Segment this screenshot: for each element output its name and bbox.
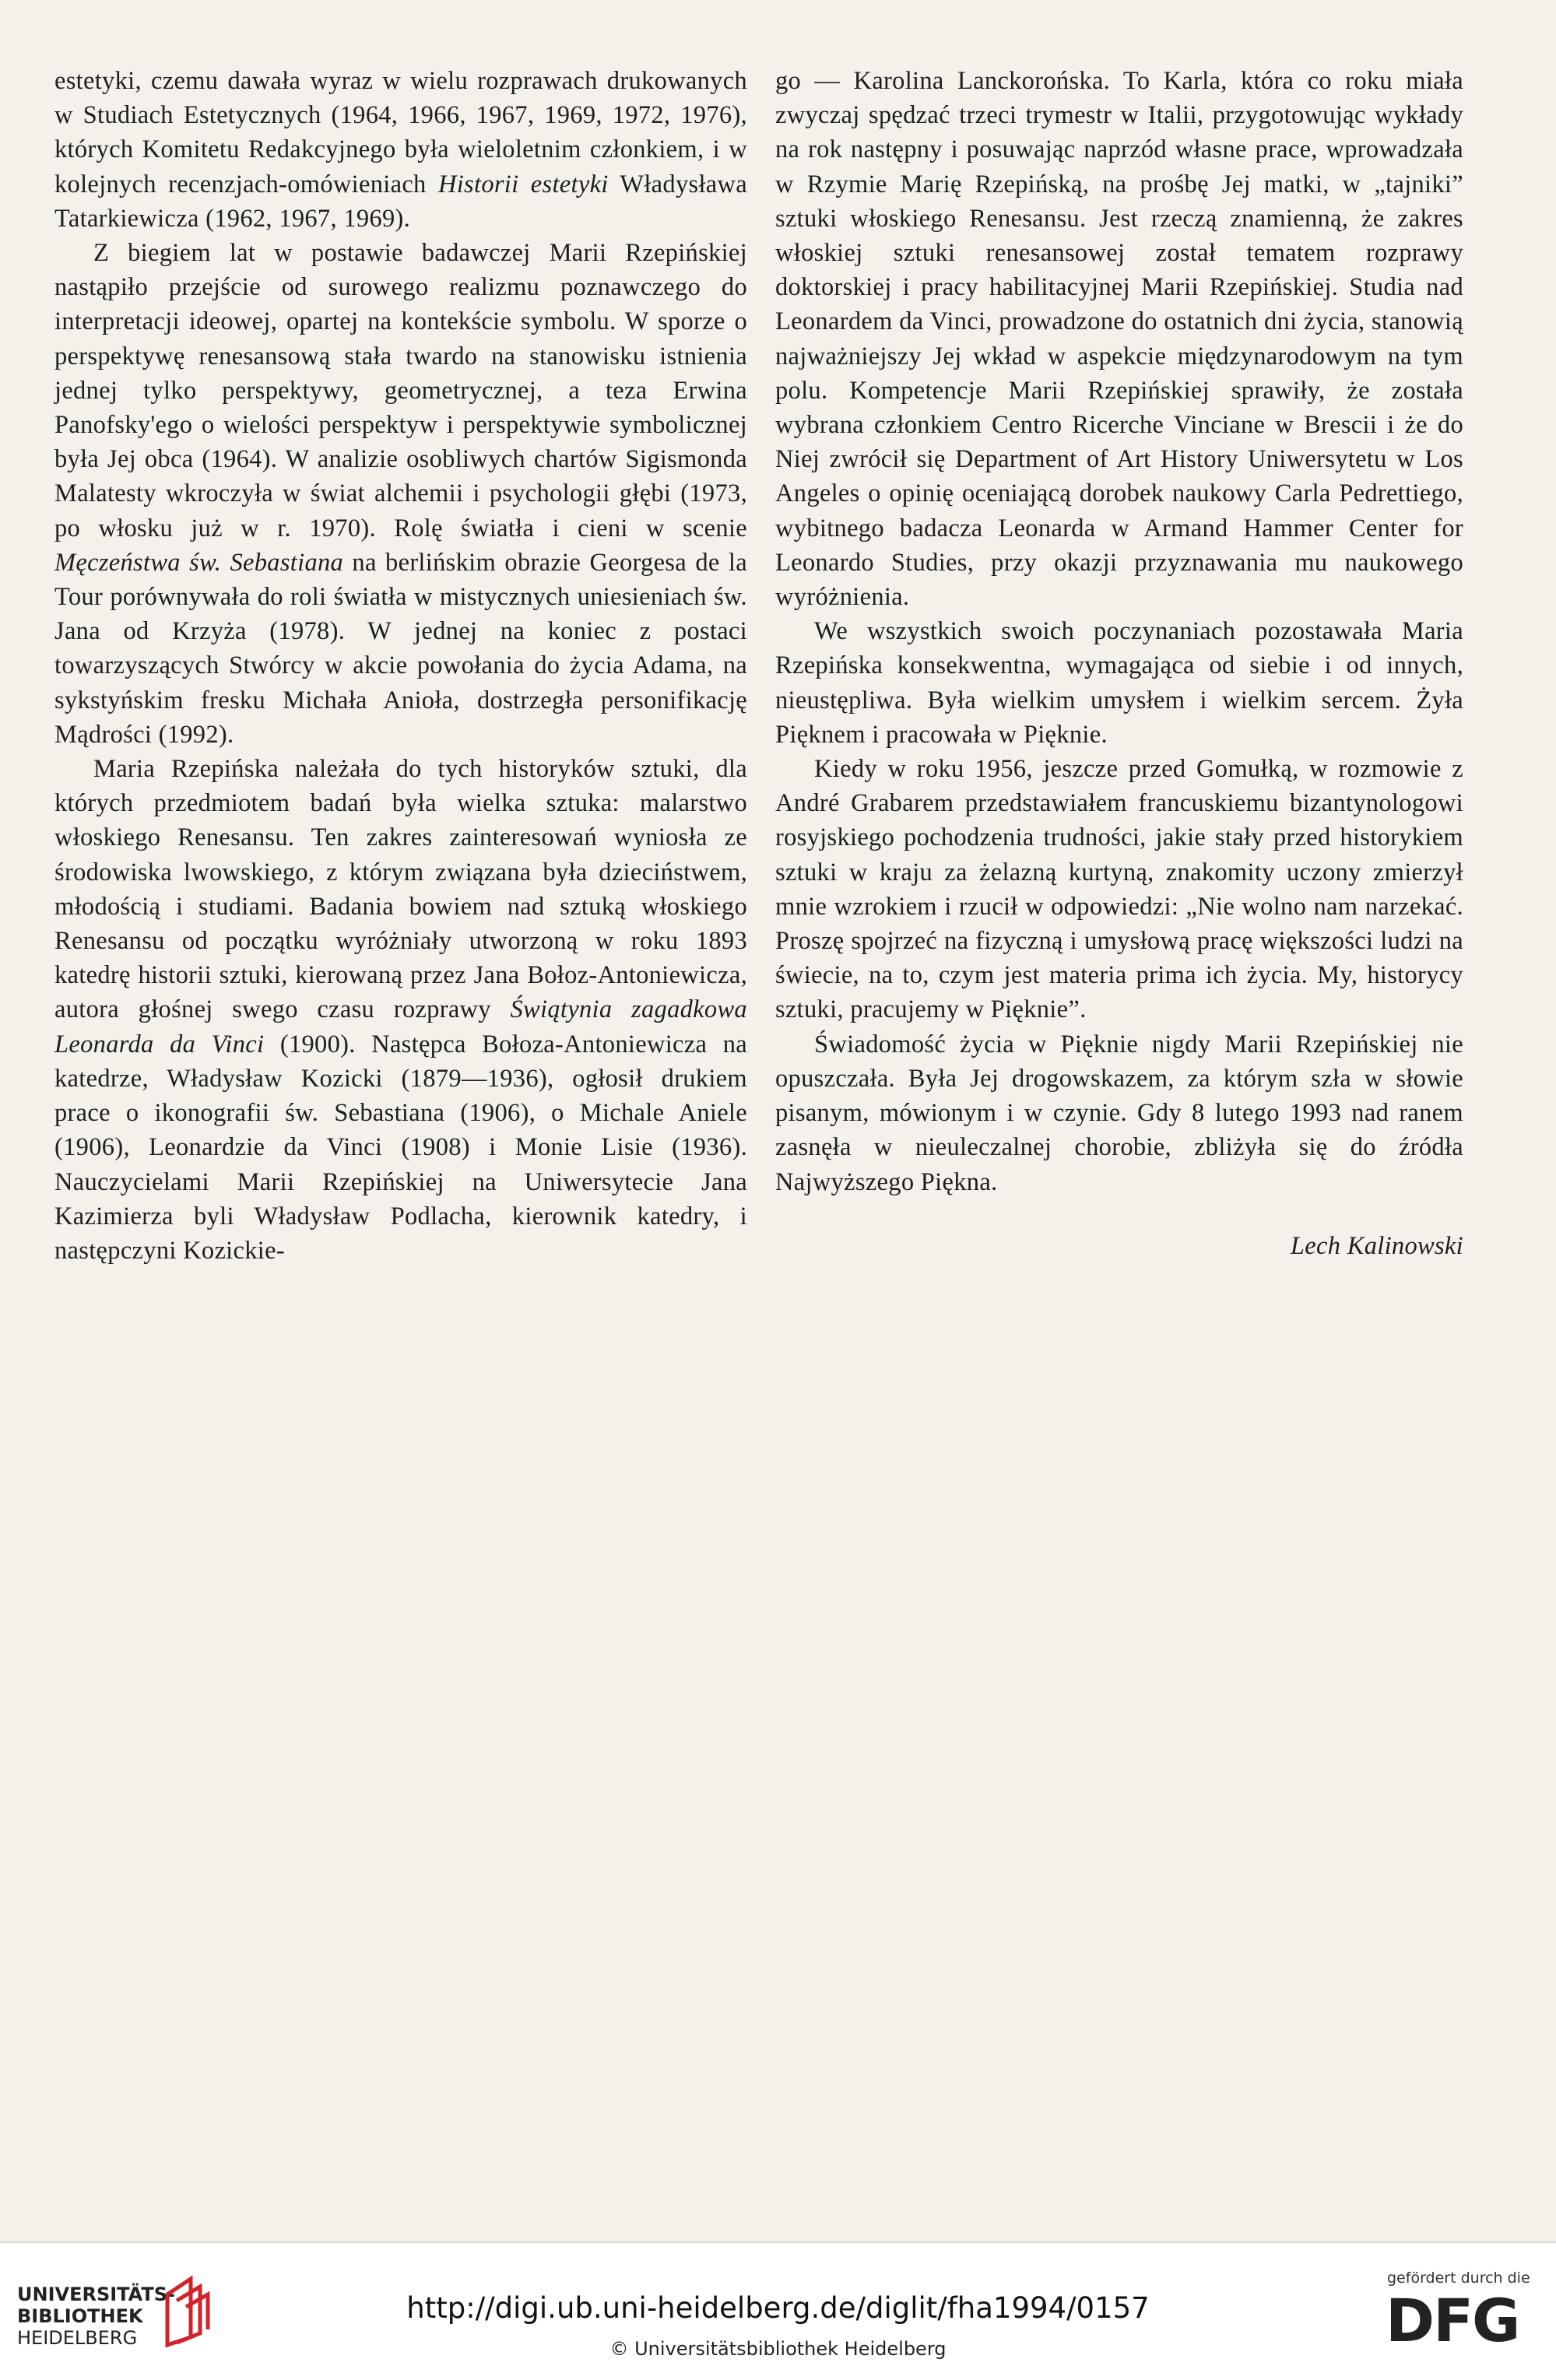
italic-title: Męczeństwa św. Sebastiana bbox=[54, 548, 344, 577]
text-run: Świadomość życia w Pięknie nigdy Marii Rzepińskiej nie opuszczała. Była Jej drogowskazem, za którym szła w słowie pisanym, mówionym i w czynie. Gdy 8 lutego 1993 nad ranem zasnęła w nieuleczalnej chorobie, zbliżyła się do źródła Najwyższego Piękna. bbox=[775, 1030, 1463, 1196]
text-run: go — Karolina Lanckorońska. To Karla, która co roku miała zwyczaj spędzać trzeci trymestr w Italii, przygotowując wykłady na rok następny i posuwając naprzód własne prace, wprowadzała w Rzymie Marię Rzepińską, na prośbę Jej matki, w „tajniki” sztuki włoskiego Renesansu. Jest rzeczą znamienną, że zakres włoskiej sztuki renesansowej został tematem rozprawy doktorskiej i pracy habilitacyjnej Marii Rzepińskiej. Studia nad Leonardem da Vinci, prowadzone do ostatnich dni życia, stanowią najważniejszy Jej wkład w aspekcie międzynarodowym na tym polu. Kompetencje Marii Rzepińskiej sprawiły, że została wybrana członkiem Centro Ricerche Vinciane w Brescii i że do Niej zwrócił się Department of Art History Uniwersytetu w Los Angeles o opinię oceniającą dorobek naukowy Carla Pedrettiego, wybitnego badacza Leonarda w Armand Hammer Center for Leonardo Studies, przy okazji przyznawania mu naukowego wyróżnienia. bbox=[775, 67, 1463, 612]
text-run: Władysława Tatarkiewicza (1962, 1967, 1969). bbox=[54, 170, 748, 233]
library-line-1: UNIVERSITÄTS- bbox=[17, 2283, 176, 2305]
italic-title: Świątynia zagadkowa Leonarda da Vinci bbox=[54, 995, 747, 1058]
text-run: (1900). Następca Bołoza-Antoniewicza na katedrze, Władysław Kozicki (1879—1936), ogłosił drukiem prace o ikonografii św. Sebastiana (1906), o Michale Aniele (1906), Leonardzie da Vinci (1908) i Monie Lisie (1936). Nauczycielami Marii Rzepińskiej na Uniwersytecie Jana Kazimierza byli Władysław Podlacha, kierownik katedry, i następczyni Kozickie- bbox=[54, 1030, 747, 1265]
right-column bbox=[775, 64, 1463, 1263]
paragraph bbox=[775, 614, 1463, 752]
paragraph bbox=[54, 752, 747, 1268]
text-run: Z biegiem lat w postawie badawczej Marii Rzepińskiej nastąpiło przejście od surowego realizmu poznawczego do interpretacji ideowej, opartej na kontekście symbolu. W sporze o perspektywę renesansową stała twardo na stanowisku istnienia jednej tylko perspektywy, geometrycznej, a teza Erwina Panofsky'ego o wielości perspektyw i perspektywie symbolicznej była Jej obca (1964). W analizie osobliwych chartów Sigismonda Malatesty wkroczyła w świat alchemii i psychologii głębi (1973, po włosku już w r. 1970). Rolę światła i cieni w scenie bbox=[54, 239, 747, 542]
library-line-2: BIBLIOTHEK bbox=[17, 2305, 143, 2327]
library-line-3: HEIDELBERG bbox=[17, 2327, 138, 2349]
paragraph bbox=[54, 236, 747, 752]
text-run: na berlińskim obrazie Georgesa de la Tour porównywała do roli światła w mistycznych uniesieniach św. Jana od Krzyża (1978). W jednej na koniec z postaci towarzyszących Stwórcy w akcie powołania do życia Adama, na sykstyńskim fresku Michała Anioła, dostrzegła personifikację Mądrości (1992). bbox=[54, 548, 747, 749]
permalink-url[interactable]: http://digi.ub.uni-heidelberg.de/diglit/fha1994/0157 bbox=[406, 2291, 1150, 2325]
text-run: Maria Rzepińska należała do tych historyków sztuki, dla których przedmiotem badań była wielka sztuka: malarstwo włoskiego Renesansu. Ten zakres zainteresowań wyniosła ze środowiska lwowskiego, z którym związana była dzieciństwem, młodością i studiami. Badania bowiem nad sztuką włoskiego Renesansu od początku wyróżniały utworzoną w roku 1893 katedrę historii sztuki, kierowaną przez Jana Bołoz-Antoniewicza, autora głośnej swego czasu rozprawy bbox=[54, 755, 747, 1024]
left-column bbox=[54, 64, 747, 1268]
funder-caption: gefördert durch die bbox=[1387, 2269, 1530, 2287]
svg-text:DFG: DFG bbox=[1386, 2291, 1519, 2347]
paragraph bbox=[54, 64, 747, 236]
footer-bar bbox=[0, 2241, 1556, 2380]
text-run: We wszystkich swoich poczynaniach pozostawała Maria Rzepińska konsekwentna, wymagająca od siebie i od innych, nieustępliwa. Była wielkim umysłem i wielkim sercem. Żyła Pięknem i pracowała w Pięknie. bbox=[775, 617, 1463, 749]
paragraph bbox=[775, 64, 1463, 614]
italic-title: Historii estetyki bbox=[437, 170, 609, 198]
text-run: estetyki, czemu dawała wyraz w wielu rozprawach drukowanych w Studiach Estetycznych (1964, 1966, 1967, 1969, 1972, 1976), których Komitetu Redakcyjnego była wieloletnim członkiem, i w kolejnych recenzjach-omówieniach bbox=[54, 67, 747, 198]
paragraph bbox=[775, 752, 1463, 1027]
text-run: Kiedy w roku 1956, jeszcze przed Gomułką, w rozmowie z André Grabarem przedstawiałem francuskiemu bizantynologowi rosyjskiego pochodzenia trudności, jakie stały przed historykiem sztuki w kraju za żelazną kurtyną, znakomity uczony zmierzył mnie wzrokiem i rzucił w odpowiedzi: „Nie wolno nam narzekać. Proszę spojrzeć na fizyczną i umysłową pracę większości ludzi na świecie, na to, czym jest materia prima ich życia. My, historycy sztuki, pracujemy w Pięknie”. bbox=[775, 755, 1463, 1024]
author-signature: Lech Kalinowski bbox=[1290, 1231, 1463, 1260]
dfg-logo-icon bbox=[1386, 2291, 1533, 2347]
paragraph bbox=[775, 1027, 1463, 1199]
copyright-text: © Universitätsbibliothek Heidelberg bbox=[609, 2338, 947, 2360]
